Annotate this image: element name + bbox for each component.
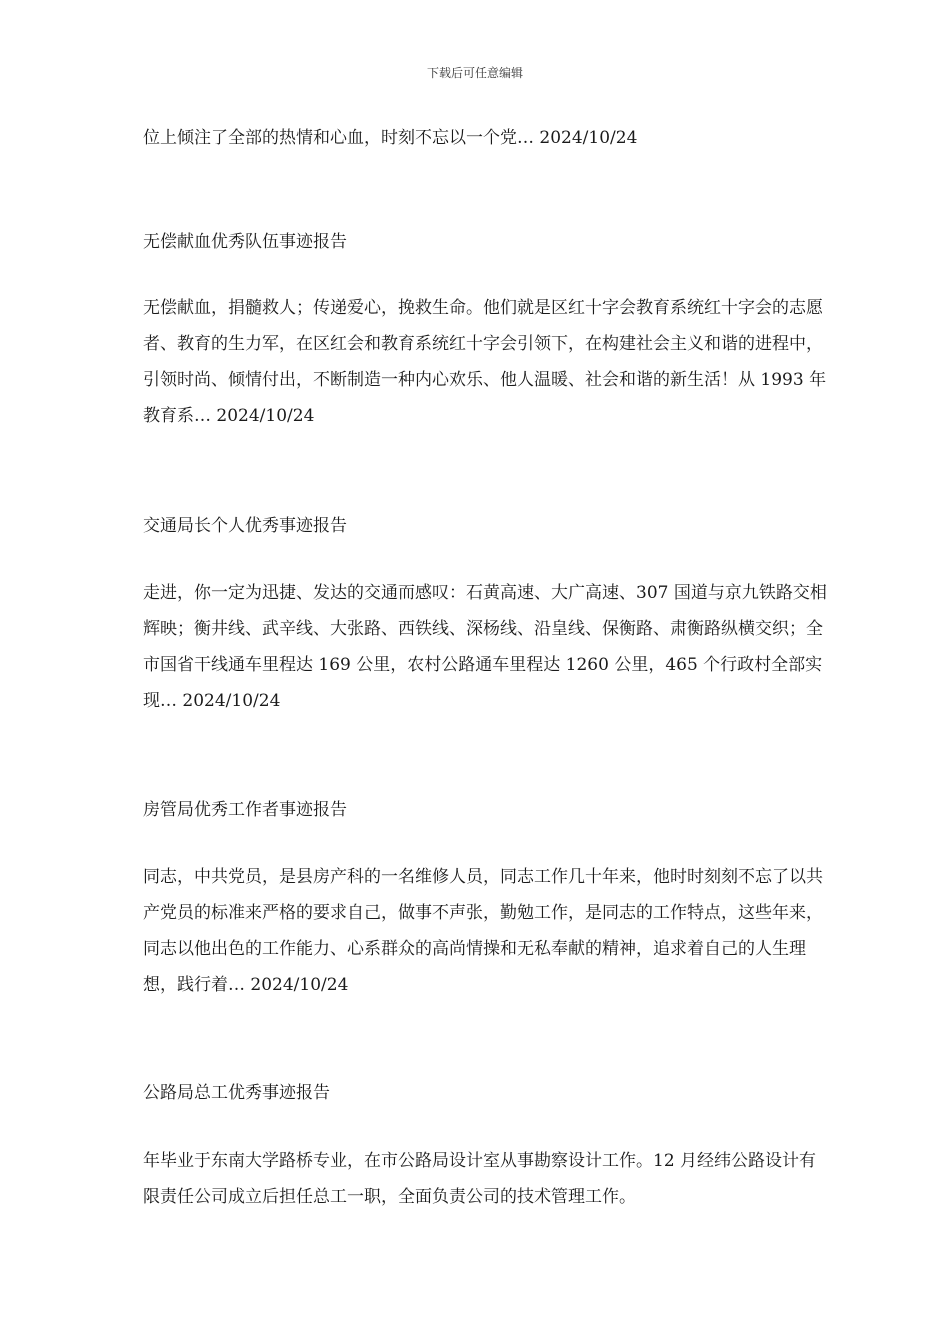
article-title: 房管局优秀工作者事迹报告 <box>143 800 347 820</box>
article-title: 无偿献血优秀队伍事迹报告 <box>143 232 347 252</box>
article-excerpt: 同志，中共党员，是县房产科的一名维修人员，同志工作几十年来，他时时刻刻不忘了以共产党员的标准来严格的要求自己，做事不声张，勤勉工作，是同志的工作特点，这些年来，同志以他出色的工作能力、心系群众的高尚情操和无私奉献的精神，追求着自己的人生理想，践行着… 2024/10/24 <box>143 867 823 995</box>
intro-excerpt: 位上倾注了全部的热情和心血，时刻不忘以一个党… 2024/10/24 <box>143 128 638 148</box>
article-title: 交通局长个人优秀事迹报告 <box>143 516 347 536</box>
article-excerpt: 走进，你一定为迅捷、发达的交通而感叹：石黄高速、大广高速、307 国道与京九铁路交相辉映；衡井线、武辛线、大张路、西铁线、深杨线、沿皇线、保衡路、肃衡路纵横交织；全市国省干线通车里程达 169 公里，农村公路通车里程达 1260 公里，465 个行政村全部实现… 2024/10/24 <box>143 583 827 711</box>
article-excerpt: 年毕业于东南大学路桥专业，在市公路局设计室从事勘察设计工作。12 月经纬公路设计有限责任公司成立后担任总工一职，全面负责公司的技术管理工作。 <box>143 1151 817 1207</box>
article-title: 公路局总工优秀事迹报告 <box>143 1083 330 1103</box>
page-header: 下载后可任意编辑 <box>426 66 523 80</box>
article-excerpt: 无偿献血，捐髓救人；传递爱心，挽救生命。他们就是区红十字会教育系统红十字会的志愿者、教育的生力军，在区红会和教育系统红十字会引领下，在构建社会主义和谐的进程中，引领时尚、倾情付出，不断制造一种内心欢乐、他人温暖、社会和谐的新生活！从 1993 年教育系… 2024/10/24 <box>143 298 827 426</box>
